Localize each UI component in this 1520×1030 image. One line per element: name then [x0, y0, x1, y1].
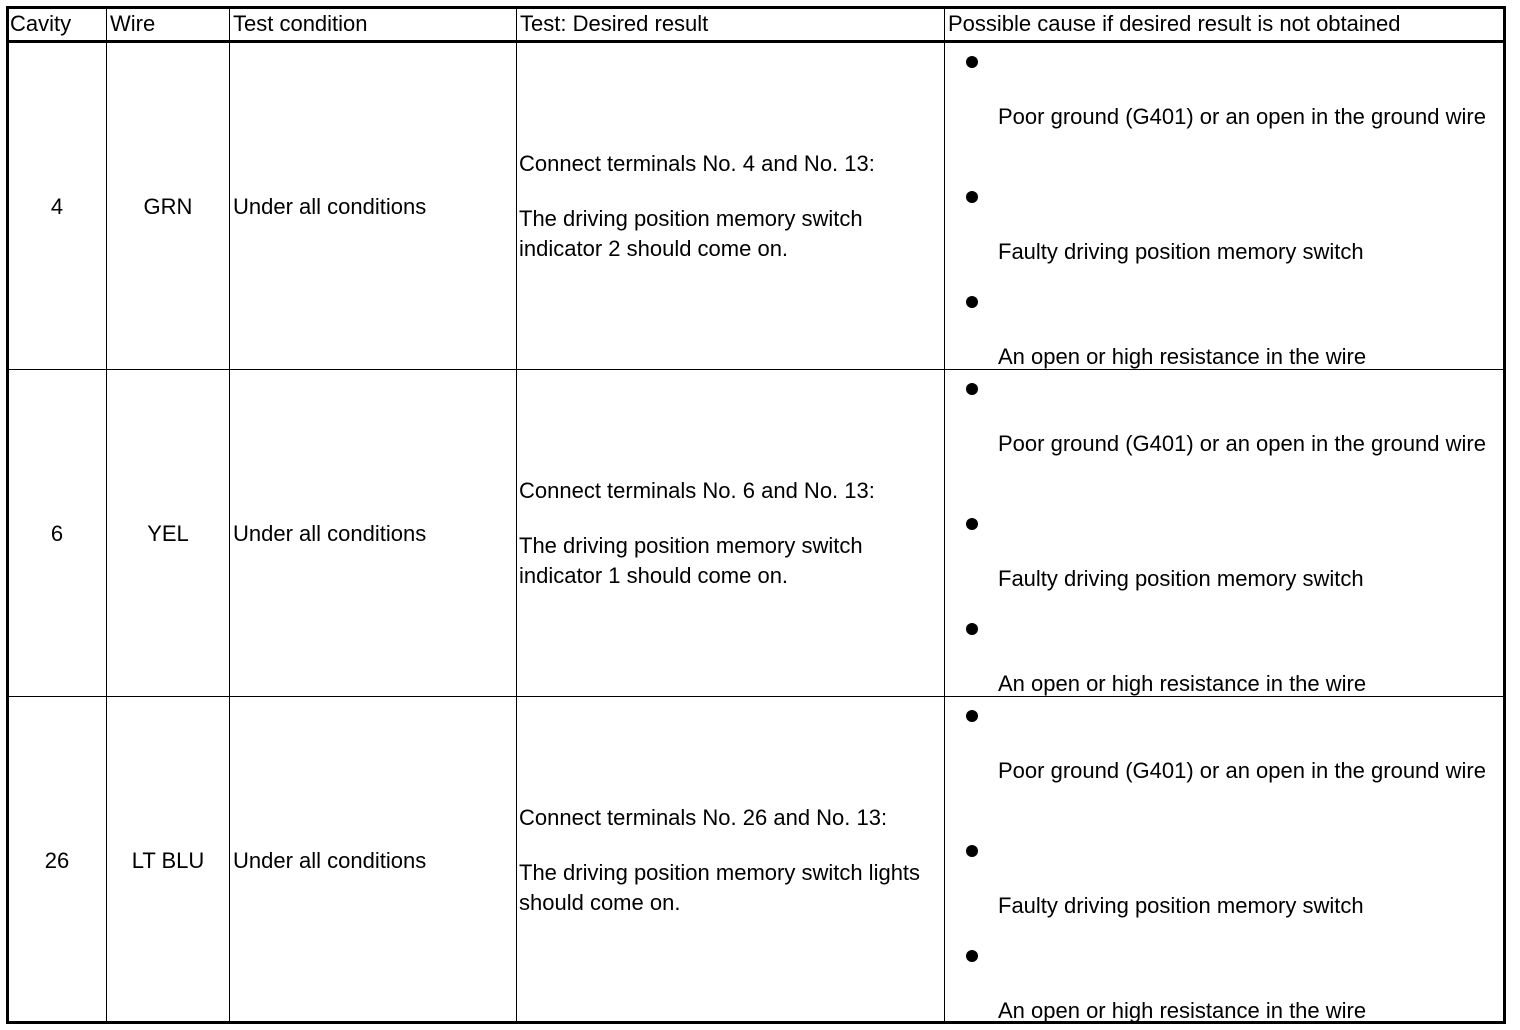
test-expected: The driving position memory switch lights should come on. [519, 860, 921, 915]
cause-item: An open or high resistance in the wire [998, 671, 1367, 696]
header-test-condition: Test condition [233, 11, 368, 36]
header-possible-cause: Possible cause if desired result is not obtained [948, 11, 1401, 36]
test-result-cell [519, 476, 939, 591]
column-divider [516, 6, 517, 1024]
cause-item: An open or high resistance in the wire [998, 344, 1367, 369]
column-divider [106, 6, 107, 1024]
wire-cell: YEL [147, 521, 189, 546]
bullet-icon [966, 950, 978, 962]
cause-item: Faulty driving position memory switch [998, 566, 1364, 591]
wire-cell: GRN [143, 194, 193, 219]
test-instruction: Connect terminals No. 4 and No. 13: [519, 151, 875, 176]
cavity-cell: 4 [50, 194, 64, 219]
cause-item: An open or high resistance in the wire [998, 998, 1367, 1023]
test-expected: The driving position memory switch indicator 1 should come on. [519, 533, 863, 588]
cause-item: Poor ground (G401) or an open in the ground wire [998, 431, 1486, 456]
bullet-icon [966, 518, 978, 530]
cavity-cell: 6 [50, 521, 64, 546]
test-result-cell [519, 803, 939, 918]
bullet-icon [966, 191, 978, 203]
bullet-icon [966, 383, 978, 395]
header-wire: Wire [110, 11, 156, 36]
cause-item: Faulty driving position memory switch [998, 239, 1364, 264]
test-instruction: Connect terminals No. 6 and No. 13: [519, 478, 875, 503]
bullet-icon [966, 56, 978, 68]
condition-cell: Under all conditions [233, 194, 427, 219]
condition-cell: Under all conditions [233, 521, 427, 546]
cause-item: Faulty driving position memory switch [998, 893, 1364, 918]
test-instruction: Connect terminals No. 26 and No. 13: [519, 805, 888, 830]
column-divider [944, 6, 945, 1024]
header-cavity: Cavity [10, 11, 72, 36]
header-divider [6, 40, 1506, 43]
test-expected: The driving position memory switch indicator 2 should come on. [519, 206, 863, 261]
cause-item: Poor ground (G401) or an open in the ground wire [998, 758, 1486, 783]
bullet-icon [966, 623, 978, 635]
condition-cell: Under all conditions [233, 848, 427, 873]
bullet-icon [966, 845, 978, 857]
bullet-icon [966, 710, 978, 722]
header-test-result: Test: Desired result [520, 11, 709, 36]
cavity-cell: 26 [44, 848, 70, 873]
test-result-cell [519, 149, 939, 264]
cause-item: Poor ground (G401) or an open in the ground wire [998, 104, 1486, 129]
bullet-icon [966, 296, 978, 308]
wire-cell: LT BLU [131, 848, 205, 873]
column-divider [229, 6, 230, 1024]
